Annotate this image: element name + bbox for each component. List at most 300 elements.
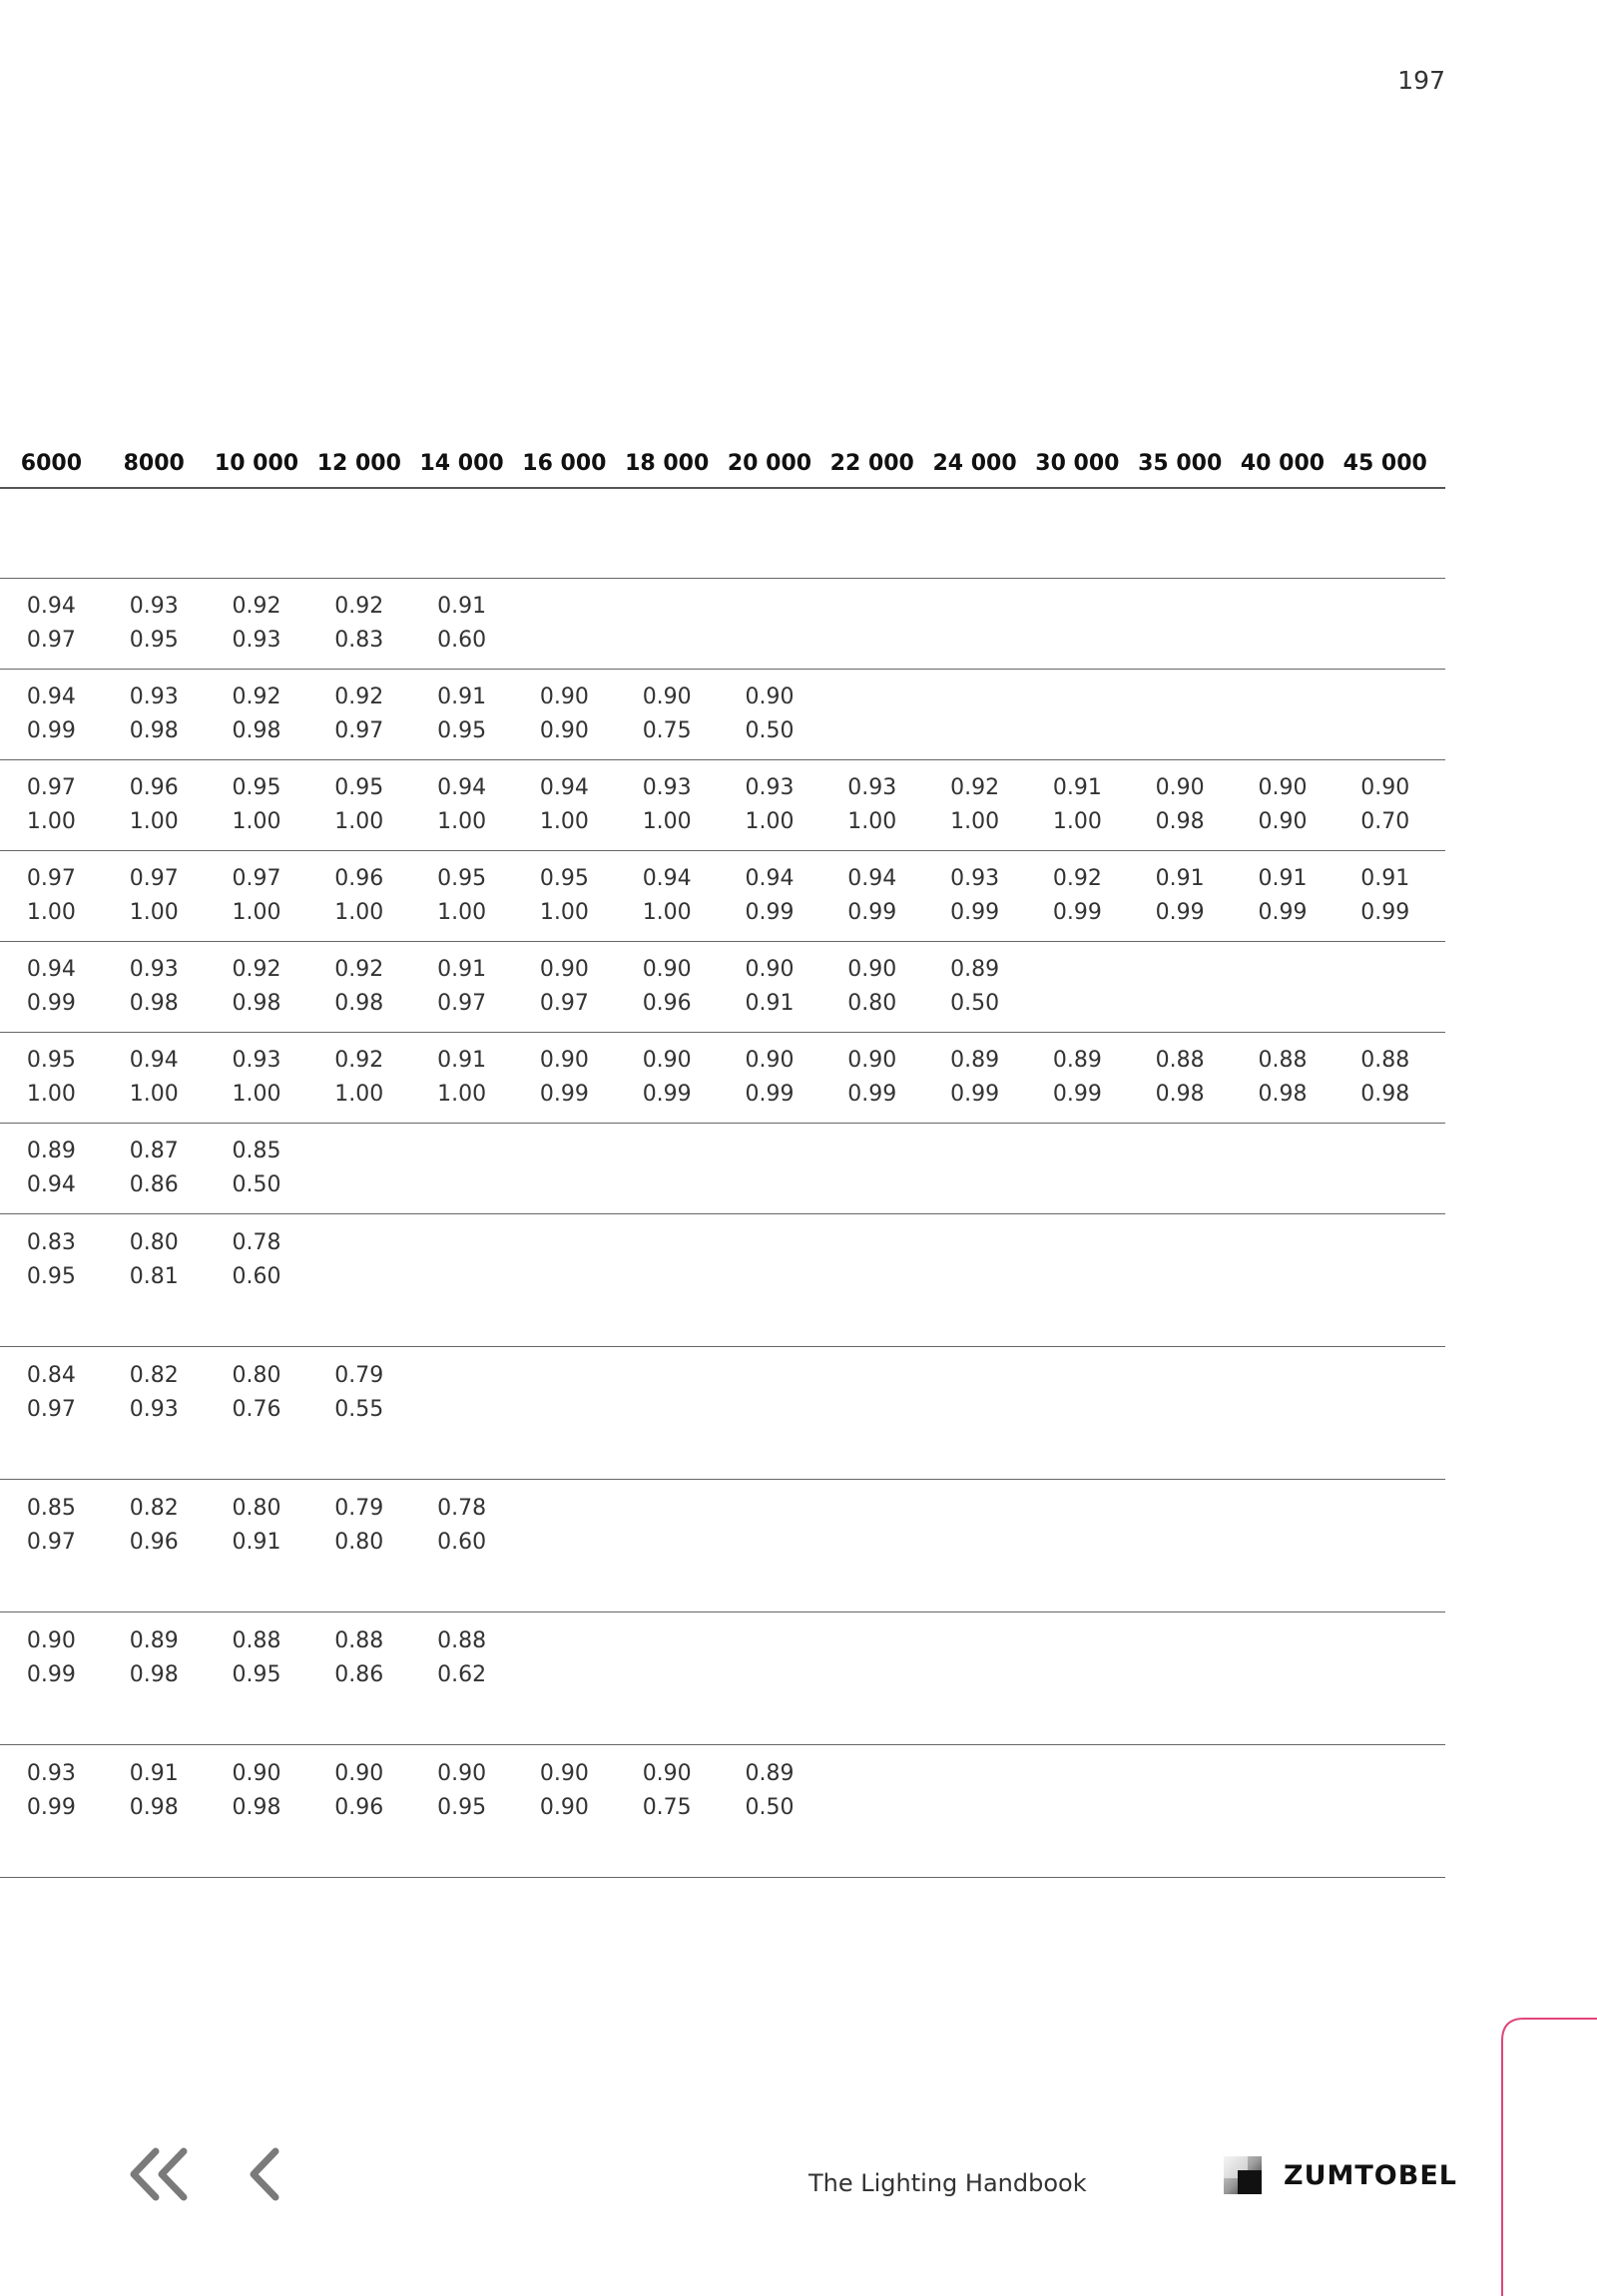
table-cell-empty (820, 488, 923, 579)
cell-value: 0.94 (642, 866, 692, 891)
table-cell-empty (513, 1214, 616, 1347)
cell-value: 0.88 (1155, 1048, 1205, 1073)
table-cell-empty (1232, 579, 1334, 670)
cell-value: 0.92 (232, 685, 281, 709)
table-cell (923, 942, 1026, 1033)
cell-value: 0.90 (745, 685, 795, 709)
cell-value: 0.97 (26, 1397, 76, 1422)
table-cell (0, 1612, 103, 1745)
table-cell-empty (307, 1124, 410, 1214)
table-cell-empty (1026, 488, 1129, 579)
page-number: 197 (1397, 66, 1445, 95)
cell-value: 0.75 (642, 718, 692, 743)
cell-value: 0.98 (1155, 809, 1205, 834)
cell-value: 1.00 (232, 1082, 281, 1107)
cell-value: 1.00 (539, 900, 589, 925)
table-row (0, 1480, 1445, 1612)
table-cell-empty (1333, 1347, 1436, 1480)
cell-value: 0.95 (26, 1264, 76, 1289)
cell-value: 0.78 (437, 1496, 487, 1521)
column-header: 45 000 (1333, 439, 1436, 488)
cell-value: 0.50 (950, 991, 1000, 1016)
cell-value: 0.97 (539, 991, 589, 1016)
table-cell-empty (410, 1124, 513, 1214)
table-cell-empty (820, 1214, 923, 1347)
table-cell-empty (0, 488, 103, 579)
cell-value: 1.00 (129, 809, 179, 834)
table-cell (410, 851, 513, 942)
table-cell (820, 942, 923, 1033)
cell-value: 1.00 (232, 900, 281, 925)
table-cell (103, 670, 206, 760)
cell-value: 0.97 (26, 628, 76, 653)
table-cell-empty (1333, 670, 1436, 760)
table-cell-empty (1129, 1745, 1232, 1878)
table-cell-empty (1232, 1745, 1334, 1878)
cell-value: 0.94 (26, 685, 76, 709)
table-cell-empty (513, 1612, 616, 1745)
cell-value: 0.98 (129, 1795, 179, 1820)
table-cell-empty (1129, 670, 1232, 760)
table-cell (307, 1612, 410, 1745)
cell-value: 1.00 (950, 809, 1000, 834)
table-cell (410, 1033, 513, 1124)
footer-title: The Lighting Handbook (808, 2169, 1087, 2197)
cell-value: 1.00 (437, 1082, 487, 1107)
table-cell (410, 670, 513, 760)
table-row (0, 1347, 1445, 1480)
table-cell-empty (513, 1480, 616, 1612)
cell-value: 0.95 (26, 1048, 76, 1073)
table-cell-empty (307, 1214, 410, 1347)
table-cell (513, 1033, 616, 1124)
cell-value: 0.62 (437, 1662, 487, 1687)
table-cell-empty (1232, 1612, 1334, 1745)
column-header: 24 000 (923, 439, 1026, 488)
table-cell-empty (1232, 488, 1334, 579)
table-cell (1333, 851, 1436, 942)
cell-value: 0.98 (129, 718, 179, 743)
cell-value: 1.00 (334, 900, 384, 925)
table-cell (923, 760, 1026, 851)
table-cell (1232, 1033, 1334, 1124)
table-cell (616, 1033, 719, 1124)
cell-value: 0.90 (26, 1628, 76, 1653)
cell-value: 0.97 (26, 866, 76, 891)
side-tab-marker[interactable] (1500, 2017, 1597, 2296)
cell-value: 0.90 (437, 1761, 487, 1786)
table-cell (206, 579, 308, 670)
table-cell (410, 1612, 513, 1745)
cell-value: 0.93 (950, 866, 1000, 891)
cell-value: 0.96 (642, 991, 692, 1016)
cell-value: 0.75 (642, 1795, 692, 1820)
cell-value: 0.99 (1052, 900, 1102, 925)
cell-value: 0.70 (1360, 809, 1410, 834)
table-cell (0, 579, 103, 670)
cell-value: 0.90 (847, 957, 897, 982)
cell-value: 0.90 (847, 1048, 897, 1073)
cell-value: 0.91 (1155, 866, 1205, 891)
table-cell (206, 1033, 308, 1124)
cell-value: 0.97 (26, 775, 76, 800)
cell-value: 0.86 (129, 1172, 179, 1197)
table-cell (0, 1347, 103, 1480)
cell-value: 0.91 (437, 685, 487, 709)
cell-value: 0.88 (1258, 1048, 1308, 1073)
cell-value: 0.90 (642, 957, 692, 982)
table-cell (206, 851, 308, 942)
table-cell (513, 851, 616, 942)
cell-value: 0.85 (232, 1139, 281, 1163)
column-header: 6000 (0, 439, 103, 488)
table-cell (820, 760, 923, 851)
table-cell-empty (1333, 1480, 1436, 1612)
table-cell (0, 1745, 103, 1878)
table-row (0, 670, 1445, 760)
cell-value: 0.89 (950, 957, 1000, 982)
table-cell (307, 1745, 410, 1878)
cell-value: 0.88 (232, 1628, 281, 1653)
table-cell-empty (1026, 1124, 1129, 1214)
table-cell (616, 1745, 719, 1878)
table-cell-empty (1232, 1480, 1334, 1612)
column-header: 8000 (103, 439, 206, 488)
table-cell-empty (1333, 1612, 1436, 1745)
table-cell (719, 670, 821, 760)
table-cell (103, 1347, 206, 1480)
first-page-button[interactable] (126, 2147, 192, 2201)
cell-value: 0.99 (745, 900, 795, 925)
cell-value: 1.00 (1052, 809, 1102, 834)
cell-value: 0.99 (745, 1082, 795, 1107)
table-cell-empty (1333, 1214, 1436, 1347)
table-cell (307, 1347, 410, 1480)
table-cell (1026, 1033, 1129, 1124)
table-cell-empty (616, 579, 719, 670)
cell-value: 0.93 (847, 775, 897, 800)
table-cell-empty (513, 488, 616, 579)
table-cell (1129, 760, 1232, 851)
table-row (0, 1124, 1445, 1214)
table-cell-empty (307, 488, 410, 579)
brand-logo[interactable] (1224, 2155, 1457, 2195)
cell-value: 1.00 (129, 1082, 179, 1107)
cell-value: 0.99 (950, 900, 1000, 925)
table-cell-empty (1436, 1214, 1445, 1347)
table-cell-empty (513, 579, 616, 670)
cell-value: 0.99 (26, 718, 76, 743)
table-cell-empty (719, 1612, 821, 1745)
cell-value: 0.90 (642, 1048, 692, 1073)
table-cell-empty (206, 488, 308, 579)
cell-value: 0.99 (950, 1082, 1000, 1107)
table-cell (923, 851, 1026, 942)
cell-value: 0.81 (129, 1264, 179, 1289)
table-cell-empty (1333, 1745, 1436, 1878)
cell-value: 1.00 (437, 809, 487, 834)
table-cell-empty (1026, 942, 1129, 1033)
table-cell (719, 1745, 821, 1878)
table-cell (0, 851, 103, 942)
table-cell-empty (616, 1214, 719, 1347)
table-cell-empty (1232, 1124, 1334, 1214)
column-header: 16 000 (513, 439, 616, 488)
cell-value: 1.00 (745, 809, 795, 834)
cell-value: 0.90 (539, 1761, 589, 1786)
table-cell-empty (1436, 1745, 1445, 1878)
cell-value: 0.95 (334, 775, 384, 800)
cell-value: 0.95 (232, 775, 281, 800)
table-cell (820, 851, 923, 942)
cell-value: 0.82 (129, 1363, 179, 1388)
table-cell-empty (1026, 1612, 1129, 1745)
cell-value: 0.91 (232, 1530, 281, 1555)
table-cell-empty (1436, 1033, 1445, 1124)
table-cell (0, 670, 103, 760)
cell-value: 1.00 (334, 809, 384, 834)
table-cell-empty (1026, 1214, 1129, 1347)
table-cell (206, 1745, 308, 1878)
cell-value: 0.90 (1258, 809, 1308, 834)
cell-value: 1.00 (26, 809, 76, 834)
cell-value: 0.92 (950, 775, 1000, 800)
table-cell (0, 1124, 103, 1214)
cell-value: 0.86 (334, 1662, 384, 1687)
zumtobel-logo-icon (1224, 2156, 1262, 2194)
table-cell-empty (410, 488, 513, 579)
table-cell-empty (1436, 1124, 1445, 1214)
cell-value: 0.91 (1360, 866, 1410, 891)
table-cell-empty (1436, 942, 1445, 1033)
table-cell (513, 670, 616, 760)
table-cell-empty (1333, 579, 1436, 670)
cell-value: 0.93 (129, 594, 179, 619)
table-cell (206, 942, 308, 1033)
table-cell (307, 670, 410, 760)
cell-value: 0.50 (745, 1795, 795, 1820)
cell-value: 0.90 (642, 685, 692, 709)
cell-value: 0.95 (437, 866, 487, 891)
cell-value: 0.98 (1360, 1082, 1410, 1107)
cell-value: 0.97 (129, 866, 179, 891)
table-cell (719, 1033, 821, 1124)
table-cell (307, 579, 410, 670)
cell-value: 1.00 (232, 809, 281, 834)
table-cell-empty (1436, 851, 1445, 942)
table-cell-empty (719, 488, 821, 579)
cell-value: 0.98 (1258, 1082, 1308, 1107)
table-row (0, 851, 1445, 942)
table-cell-empty (616, 1124, 719, 1214)
cell-value: 0.90 (642, 1761, 692, 1786)
table-cell (616, 942, 719, 1033)
cell-value: 0.92 (334, 685, 384, 709)
cell-value: 0.94 (26, 594, 76, 619)
column-header: 12 000 (307, 439, 410, 488)
table-cell-empty (820, 1612, 923, 1745)
cell-value: 0.91 (437, 957, 487, 982)
column-header: 35 000 (1129, 439, 1232, 488)
cell-value: 0.99 (1258, 900, 1308, 925)
cell-value: 0.96 (334, 1795, 384, 1820)
cell-value: 0.90 (539, 957, 589, 982)
table-cell-empty (719, 1124, 821, 1214)
cell-value: 0.90 (1360, 775, 1410, 800)
double-chevron-left-icon (126, 2147, 192, 2201)
cell-value: 0.98 (129, 991, 179, 1016)
cell-value: 0.95 (437, 1795, 487, 1820)
table-cell (513, 942, 616, 1033)
table-cell-empty (1129, 579, 1232, 670)
table-cell (1232, 851, 1334, 942)
cell-value: 0.95 (129, 628, 179, 653)
cell-value: 0.91 (745, 991, 795, 1016)
cell-value: 0.94 (26, 957, 76, 982)
cell-value: 0.50 (232, 1172, 281, 1197)
cell-value: 0.96 (334, 866, 384, 891)
table-cell (513, 760, 616, 851)
table-row (0, 760, 1445, 851)
table-cell (103, 942, 206, 1033)
table-cell-empty (1333, 942, 1436, 1033)
cell-value: 0.98 (129, 1662, 179, 1687)
column-header: 30 000 (1026, 439, 1129, 488)
cell-value: 0.89 (26, 1139, 76, 1163)
table-cell (103, 579, 206, 670)
cell-value: 1.00 (539, 809, 589, 834)
cell-value: 0.94 (539, 775, 589, 800)
table-cell-empty (923, 670, 1026, 760)
cell-value: 0.99 (847, 900, 897, 925)
cell-value: 1.00 (847, 809, 897, 834)
cell-value: 0.91 (1258, 866, 1308, 891)
table-cell-empty (923, 1214, 1026, 1347)
table-cell-empty (1129, 1347, 1232, 1480)
table-row (0, 488, 1445, 579)
cell-value: 0.90 (539, 685, 589, 709)
cell-value: 0.93 (129, 957, 179, 982)
cell-value: 0.94 (437, 775, 487, 800)
table-cell-empty (616, 1480, 719, 1612)
cell-value: 0.90 (539, 718, 589, 743)
table-cell (206, 1480, 308, 1612)
table-header-row (0, 439, 1445, 488)
table-cell (206, 1214, 308, 1347)
table-cell-empty (923, 1347, 1026, 1480)
cell-value: 0.98 (334, 991, 384, 1016)
cell-value: 0.97 (26, 1530, 76, 1555)
table-cell (1129, 851, 1232, 942)
table-cell (103, 851, 206, 942)
cell-value: 0.90 (232, 1761, 281, 1786)
table-cell (410, 1480, 513, 1612)
cell-value: 0.88 (1360, 1048, 1410, 1073)
cell-value: 0.89 (129, 1628, 179, 1653)
table-cell (1026, 760, 1129, 851)
table-row (0, 1214, 1445, 1347)
table-cell-empty (1436, 1347, 1445, 1480)
table-cell (616, 670, 719, 760)
table-cell-empty (1026, 1480, 1129, 1612)
table-cell-empty (1232, 1214, 1334, 1347)
cell-value: 1.00 (26, 1082, 76, 1107)
cell-value: 0.97 (437, 991, 487, 1016)
table-cell-empty (616, 488, 719, 579)
cell-value: 0.92 (334, 594, 384, 619)
cell-value: 0.91 (437, 1048, 487, 1073)
cell-value: 0.90 (539, 1795, 589, 1820)
table-cell (206, 760, 308, 851)
previous-page-button[interactable] (246, 2147, 281, 2201)
table-cell-empty (410, 1214, 513, 1347)
cell-value: 0.97 (334, 718, 384, 743)
cell-value: 0.89 (1052, 1048, 1102, 1073)
table-cell-empty (1232, 1347, 1334, 1480)
table-cell (307, 1033, 410, 1124)
cell-value: 0.60 (232, 1264, 281, 1289)
table-cell (616, 760, 719, 851)
cell-value: 0.90 (745, 1048, 795, 1073)
cell-value: 0.98 (232, 991, 281, 1016)
cell-value: 0.90 (334, 1761, 384, 1786)
table-cell-empty (923, 1745, 1026, 1878)
cell-value: 0.90 (1258, 775, 1308, 800)
table-row (0, 1033, 1445, 1124)
column-header: 14 000 (410, 439, 513, 488)
table-cell-empty (1436, 1612, 1445, 1745)
cell-value: 0.92 (1052, 866, 1102, 891)
table-cell (1232, 760, 1334, 851)
cell-value: 1.00 (26, 900, 76, 925)
table-cell-empty (1026, 1745, 1129, 1878)
table-cell-empty (1129, 1480, 1232, 1612)
table-cell (307, 851, 410, 942)
cell-value: 0.92 (232, 594, 281, 619)
table-cell (0, 942, 103, 1033)
cell-value: 0.92 (232, 957, 281, 982)
cell-value: 0.60 (437, 628, 487, 653)
cell-value: 0.80 (129, 1230, 179, 1255)
table-cell (1333, 760, 1436, 851)
cell-value: 0.80 (232, 1363, 281, 1388)
table-cell-empty (1129, 1214, 1232, 1347)
cell-value: 0.91 (1052, 775, 1102, 800)
table-cell-empty (1436, 760, 1445, 851)
table-cell (410, 942, 513, 1033)
table-cell (616, 851, 719, 942)
cell-value: 0.88 (437, 1628, 487, 1653)
table-cell-empty (1333, 488, 1436, 579)
cell-value: 0.98 (232, 1795, 281, 1820)
table-cell-empty (1232, 942, 1334, 1033)
table-cell-empty (923, 579, 1026, 670)
table-row (0, 579, 1445, 670)
table-cell-empty (1129, 942, 1232, 1033)
column-header: 22 000 (820, 439, 923, 488)
table-cell-empty (1436, 579, 1445, 670)
table-cell-empty (616, 1347, 719, 1480)
table-cell (307, 760, 410, 851)
cell-value: 0.95 (232, 1662, 281, 1687)
table-cell (206, 1347, 308, 1480)
table-cell-empty (103, 488, 206, 579)
table-cell (103, 760, 206, 851)
cell-value: 0.98 (232, 718, 281, 743)
table-row (0, 1745, 1445, 1878)
table-cell-empty (820, 579, 923, 670)
table-cell (719, 851, 821, 942)
